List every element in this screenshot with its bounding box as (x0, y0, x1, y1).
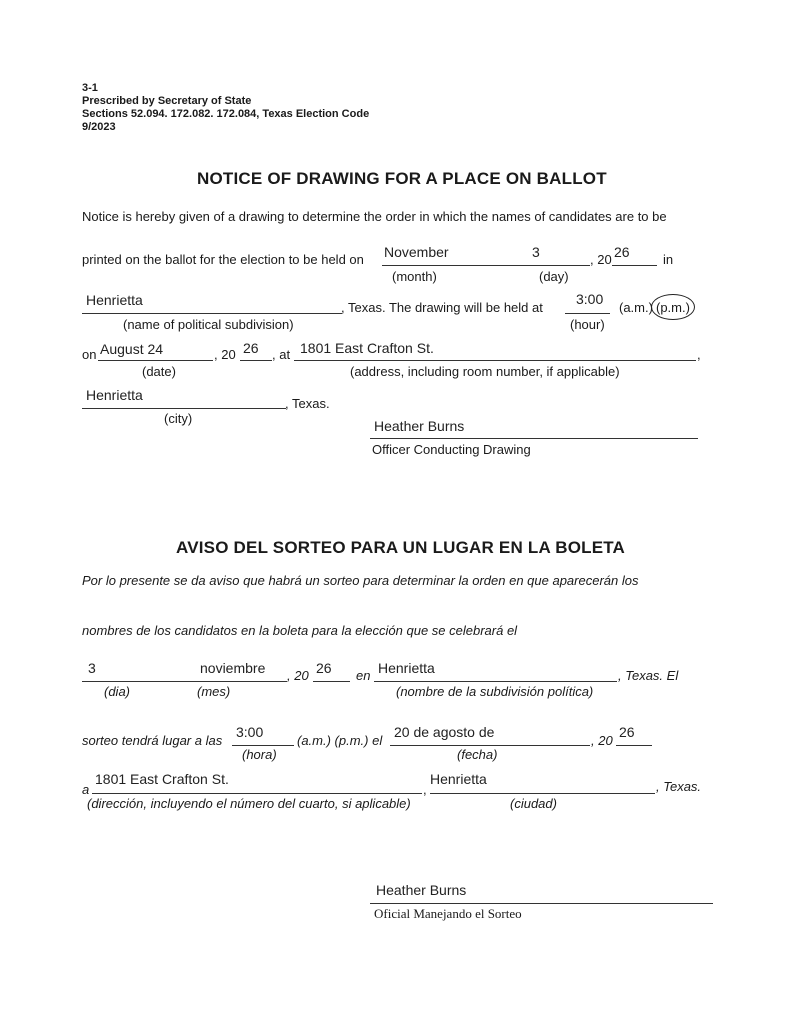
spanish-intro-1: Por lo presente se da aviso que habrá un sorteo para determinar la orden en que aparecerán los (82, 573, 639, 588)
spanish-comma-20: , 20 (287, 668, 309, 683)
english-title: NOTICE OF DRAWING FOR A PLACE ON BALLOT (197, 169, 607, 188)
english-month-value: November (384, 244, 449, 260)
spanish-hour-caption: (hora) (242, 747, 277, 762)
english-hour-caption: (hour) (570, 317, 605, 332)
spanish-a: a (82, 782, 90, 797)
form-date: 9/2023 (82, 121, 116, 133)
spanish-city-value: Henrietta (430, 771, 487, 787)
english-printed-on: printed on the ballot for the election to be held on (82, 252, 364, 267)
spanish-intro-2: nombres de los candidatos en la boleta para la elección que se celebrará el (82, 623, 518, 638)
english-officer-value: Heather Burns (374, 418, 465, 434)
spanish-texas: , Texas. (656, 779, 702, 794)
english-day-caption: (day) (539, 269, 569, 284)
english-officer-caption: Officer Conducting Drawing (372, 442, 531, 457)
english-year-value: 26 (614, 244, 630, 260)
spanish-subdivision-caption: (nombre de la subdivisión política) (396, 684, 594, 699)
english-in: in (663, 252, 674, 267)
spanish-sorteo-text: sorteo tendrá lugar a las (82, 733, 223, 748)
english-day-value: 3 (532, 244, 540, 260)
spanish-month-value: noviembre (200, 660, 266, 676)
english-comma-20: , 20 (590, 252, 612, 267)
english-hour-value: 3:00 (576, 291, 604, 307)
english-city-caption: (city) (164, 411, 193, 426)
english-date-caption: (date) (142, 364, 176, 379)
english-comma-20b: , 20 (214, 347, 236, 362)
english-am: (a.m.) (619, 300, 653, 315)
english-address-caption: (address, including room number, if applicable) (350, 364, 620, 379)
spanish-day-caption: (dia) (104, 684, 131, 699)
spanish-day-value: 3 (88, 660, 96, 676)
spanish-year-value-b: 26 (619, 724, 635, 740)
english-subdivision-caption: (name of political subdivision) (123, 317, 294, 332)
english-date-value: August 24 (100, 341, 164, 357)
english-pm: (p.m.) (656, 300, 690, 315)
spanish-city-caption: (ciudad) (510, 796, 557, 811)
english-year-value-b: 26 (243, 340, 259, 356)
spanish-year-value: 26 (316, 660, 332, 676)
english-address-value: 1801 East Crafton St. (300, 340, 434, 356)
spanish-texas-el: , Texas. El (618, 668, 679, 683)
spanish-date-caption: (fecha) (457, 747, 498, 762)
english-city-value: Henrietta (86, 387, 143, 403)
spanish-en: en (356, 668, 371, 683)
code-sections: Sections 52.094. 172.082. 172.084, Texas Election Code (82, 108, 370, 120)
form-number: 3-1 (82, 82, 98, 94)
english-at: , at (272, 347, 291, 362)
spanish-hour-value: 3:00 (236, 724, 264, 740)
english-texas: , Texas. (285, 396, 330, 411)
english-month-caption: (month) (392, 269, 437, 284)
spanish-officer-caption: Oficial Manejando el Sorteo (374, 906, 522, 921)
spanish-title: AVISO DEL SORTEO PARA UN LUGAR EN LA BOLETA (176, 538, 626, 557)
spanish-month-caption: (mes) (197, 684, 231, 699)
spanish-comma-20b: , 20 (591, 733, 613, 748)
spanish-ampm-el: (a.m.) (p.m.) el (297, 733, 383, 748)
english-texas-drawing: , Texas. The drawing will be held at (341, 300, 543, 315)
spanish-subdivision-value: Henrietta (378, 660, 435, 676)
english-subdivision-value: Henrietta (86, 292, 143, 308)
prescribed-by: Prescribed by Secretary of State (82, 95, 252, 107)
spanish-address-caption: (dirección, incluyendo el número del cuarto, si aplicable) (87, 796, 411, 811)
spanish-date-value: 20 de agosto de (394, 724, 495, 740)
spanish-officer-value: Heather Burns (376, 882, 467, 898)
spanish-comma: , (423, 782, 427, 797)
english-trailing-comma: , (697, 347, 701, 362)
english-on: on (82, 347, 97, 362)
spanish-address-value: 1801 East Crafton St. (95, 771, 229, 787)
english-intro: Notice is hereby given of a drawing to determine the order in which the names of candidates are to be (82, 209, 667, 224)
